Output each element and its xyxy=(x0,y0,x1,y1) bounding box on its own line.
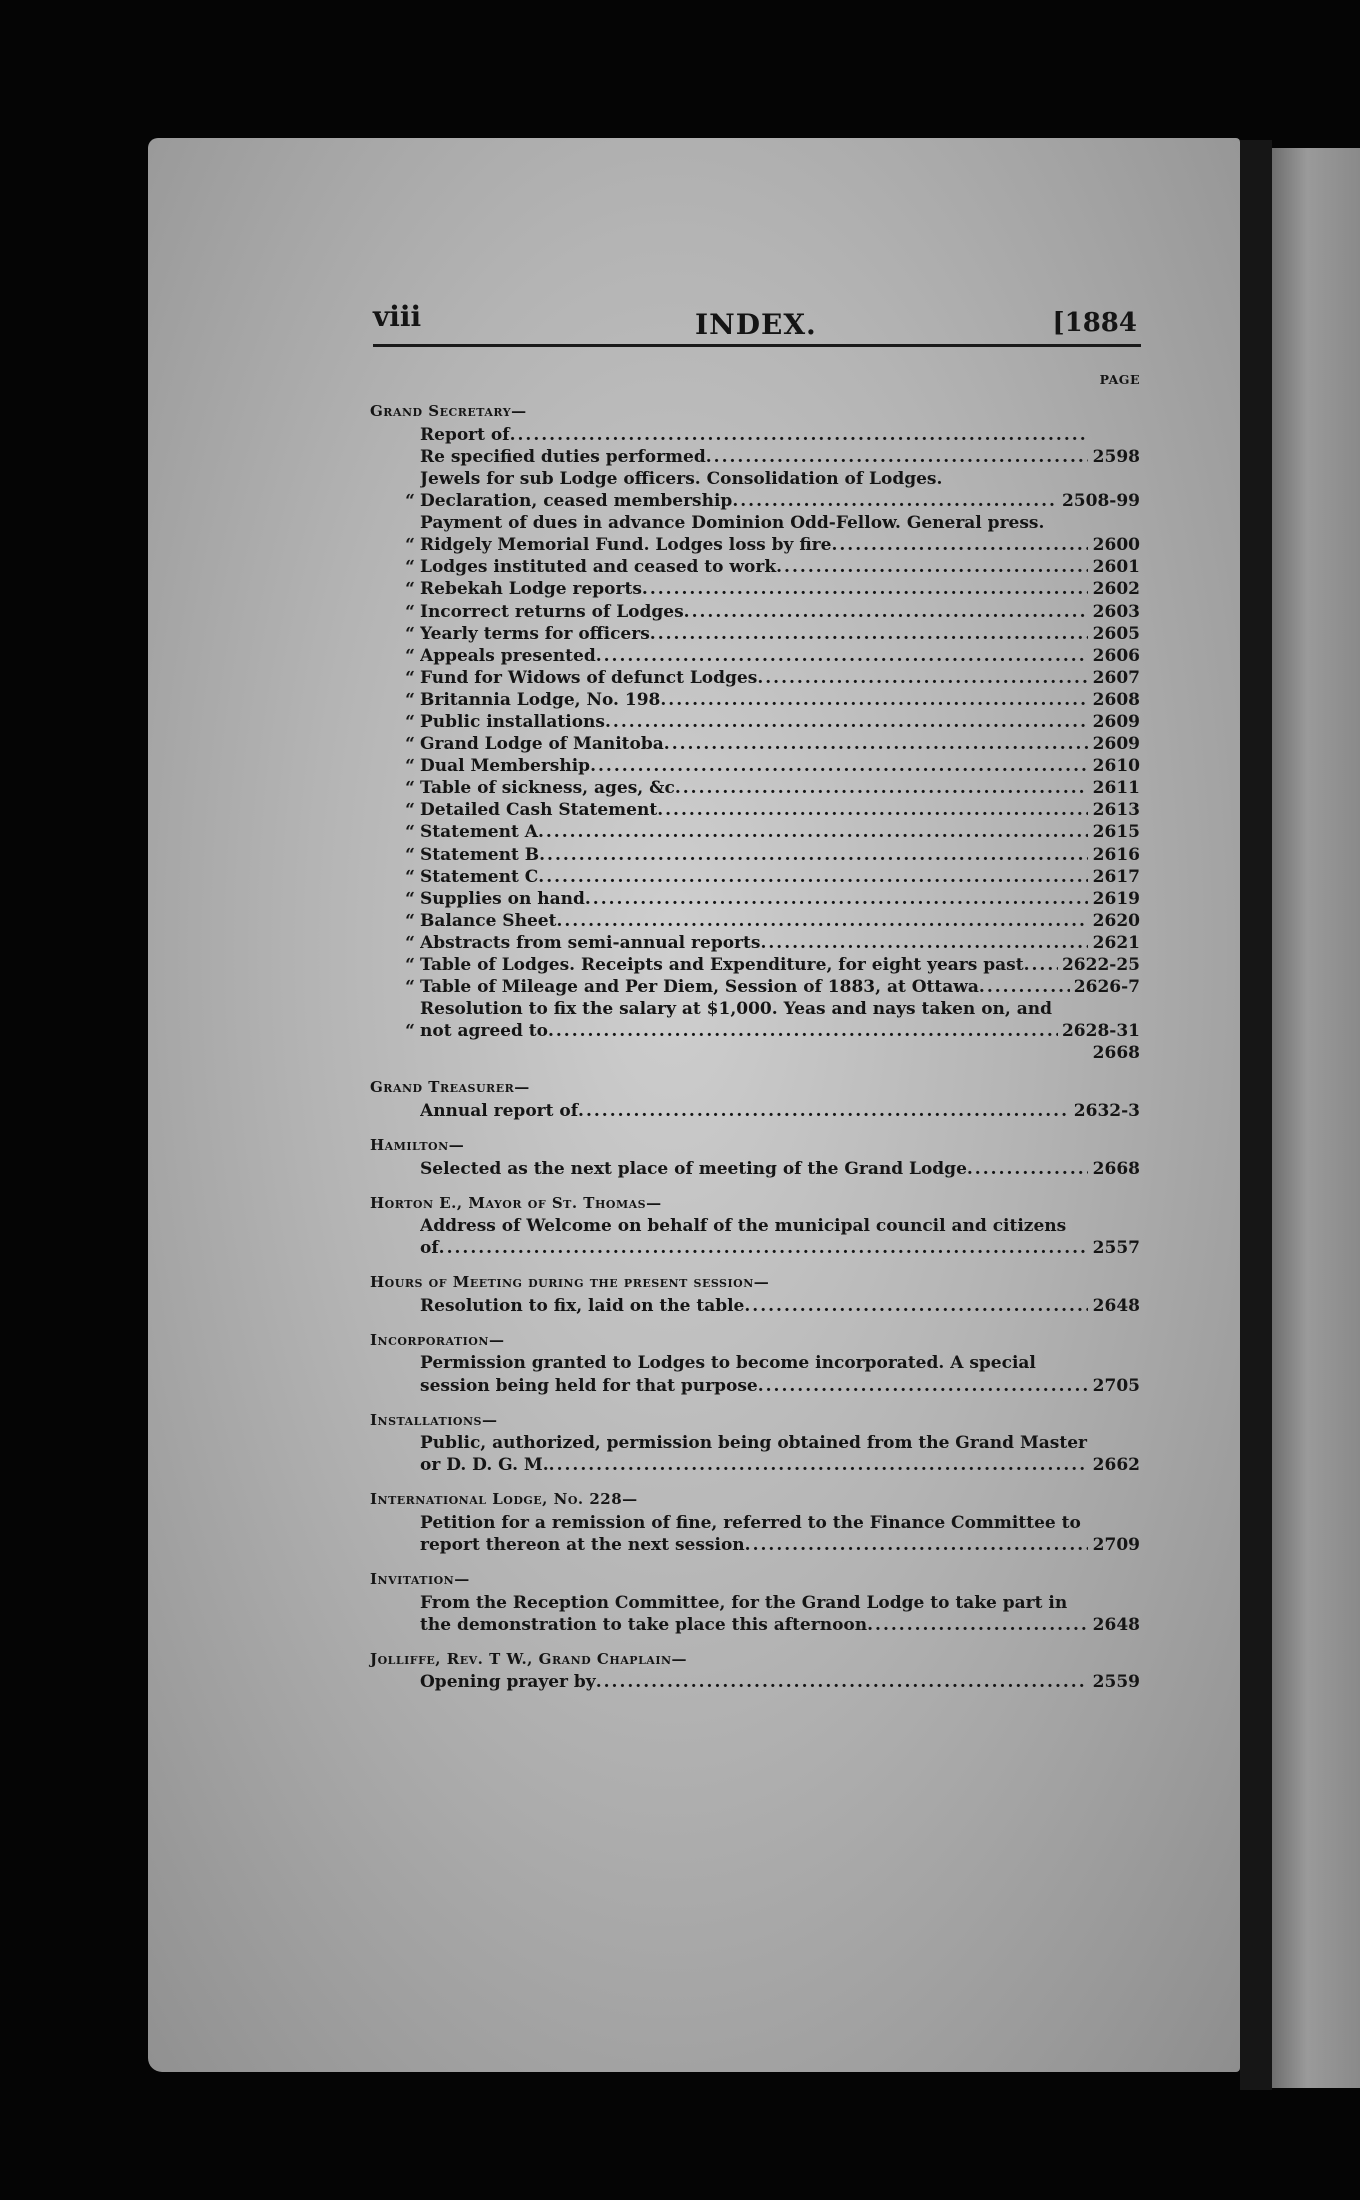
index-entry xyxy=(370,1295,1140,1317)
index-entry xyxy=(370,976,1140,998)
entry-text xyxy=(420,1671,1088,1693)
section-title: Horton E., Mayor of St. Thomas— xyxy=(370,1193,662,1212)
entry-label: Table of Lodges. Receipts and Expenditure, for eight years past xyxy=(420,955,1024,975)
entry-label: Selected as the next place of meeting of the Grand Lodge xyxy=(420,1158,967,1179)
section-title: Grand Treasurer— xyxy=(370,1078,530,1097)
entry-text xyxy=(420,1295,1088,1317)
index-entry xyxy=(370,998,1140,1042)
section-title: International Lodge, No. 228— xyxy=(370,1490,638,1509)
index-entry xyxy=(370,799,1140,821)
ditto-mark: “ xyxy=(405,888,415,909)
index-entry xyxy=(370,1352,1140,1396)
page-content xyxy=(205,300,1140,1693)
entry-page-number: 2610 xyxy=(1092,756,1140,777)
section-title: Hours of Meeting during the present session— xyxy=(370,1273,770,1292)
entry-label: Statement A xyxy=(420,822,538,843)
index-entry xyxy=(370,1592,1140,1636)
ditto-mark: “ xyxy=(405,689,415,710)
index-entry xyxy=(370,932,1140,954)
entry-label: Opening prayer by xyxy=(420,1672,596,1693)
entry-label: Statement B xyxy=(420,844,540,865)
entry-text xyxy=(420,1158,1088,1180)
index-entry xyxy=(370,1215,1140,1259)
ditto-mark: “ xyxy=(405,977,415,998)
index-entry xyxy=(370,667,1140,689)
entry-text xyxy=(420,954,1058,976)
index-entry xyxy=(370,755,1140,777)
entry-page-number: 2668 xyxy=(1092,1158,1140,1179)
index-entry xyxy=(370,733,1140,755)
index-entry xyxy=(370,1512,1140,1556)
entry-label: Resolution to fix, laid on the table xyxy=(420,1295,745,1316)
entry-text xyxy=(420,866,1088,888)
entry-label: Re specified duties performed xyxy=(420,446,706,467)
index-entry xyxy=(370,910,1140,932)
entry-label: Yearly terms for officers xyxy=(420,623,650,644)
index-entry xyxy=(370,578,1140,600)
entry-text xyxy=(420,777,1088,799)
entry-page-number: 2616 xyxy=(1092,844,1140,865)
entry-label: Abstracts from semi-annual reports xyxy=(420,932,761,953)
index-entry xyxy=(370,844,1140,866)
index-entry xyxy=(370,821,1140,843)
index-entry xyxy=(370,424,1140,446)
entry-page-number: 2648 xyxy=(1092,1614,1140,1635)
entry-page-number: 2611 xyxy=(1092,778,1140,799)
index-section xyxy=(370,1650,1140,1694)
entry-page-number: 2598 xyxy=(1092,446,1140,467)
entry-text xyxy=(420,998,1058,1042)
entry-text xyxy=(420,424,1088,446)
index-section xyxy=(370,1273,1140,1317)
entry-page-number: 2617 xyxy=(1092,866,1140,887)
section-title: Invitation— xyxy=(370,1570,470,1588)
entry-page-number: 2632-3 xyxy=(1073,1100,1140,1121)
entry-text xyxy=(420,623,1088,645)
adjacent-page-edge xyxy=(1272,148,1360,2088)
entry-text xyxy=(420,468,1058,512)
entry-page-number: 2648 xyxy=(1092,1295,1140,1316)
entry-label: Annual report of xyxy=(420,1100,579,1121)
page-title: INDEX. xyxy=(695,308,817,341)
entry-text xyxy=(420,1432,1088,1476)
index-body xyxy=(370,372,1140,1693)
ditto-mark: “ xyxy=(405,579,415,600)
ditto-mark: “ xyxy=(405,1021,415,1042)
entry-label: Table of Mileage and Per Diem, Session of 1883, at Ottawa xyxy=(420,977,979,998)
entry-text xyxy=(420,446,1088,468)
entry-text xyxy=(420,645,1088,667)
entry-page-number: 2709 xyxy=(1092,1534,1140,1555)
page-header xyxy=(205,300,1137,341)
index-section xyxy=(370,1194,1140,1260)
ditto-mark: “ xyxy=(405,601,415,622)
entry-text xyxy=(420,821,1088,843)
entry-page-number: 2613 xyxy=(1092,800,1140,821)
entry-text xyxy=(420,689,1088,711)
entry-page-number: 2607 xyxy=(1092,667,1140,688)
entry-text xyxy=(420,667,1088,689)
entry-label: Fund for Widows of defunct Lodges xyxy=(420,667,758,688)
ditto-mark: “ xyxy=(405,557,415,578)
ditto-mark: “ xyxy=(405,778,415,799)
ditto-mark: “ xyxy=(405,756,415,777)
entry-page-number: 2609 xyxy=(1092,734,1140,755)
entry-text xyxy=(420,578,1088,600)
entry-label: Appeals presented xyxy=(420,645,596,666)
entry-text xyxy=(420,844,1088,866)
index-section xyxy=(370,1570,1140,1636)
entry-page-number: 2605 xyxy=(1092,623,1140,644)
entry-label: Payment of dues in advance Dominion Odd-Fellow. General press. Ridgely Memorial Fund. Lodges loss by fire xyxy=(420,513,1045,556)
ditto-mark: “ xyxy=(405,491,415,512)
entry-label: Balance Sheet xyxy=(420,910,557,931)
entry-page-number: 2615 xyxy=(1092,822,1140,843)
index-section xyxy=(370,1078,1140,1122)
entry-page-number: 2606 xyxy=(1092,645,1140,666)
index-entry xyxy=(370,689,1140,711)
ditto-mark: “ xyxy=(405,535,415,556)
section-title: Hamilton— xyxy=(370,1136,465,1155)
entry-text xyxy=(420,755,1088,777)
index-section xyxy=(370,1331,1140,1397)
entry-page-number: 2508-99 xyxy=(1061,491,1140,512)
entry-text xyxy=(420,1100,1070,1122)
ditto-mark: “ xyxy=(405,711,415,732)
entry-page-number: 2619 xyxy=(1092,888,1140,909)
entry-label: Lodges instituted and ceased to work xyxy=(420,557,777,578)
page-year: [1884 xyxy=(1052,308,1137,338)
book-gutter xyxy=(1240,140,1272,2090)
entry-text xyxy=(420,910,1088,932)
entry-label: Address of Welcome on behalf of the municipal council and citizens of xyxy=(420,1216,1067,1259)
entry-page-number: 2662 xyxy=(1092,1455,1140,1476)
entry-page-number: 2609 xyxy=(1092,711,1140,732)
ditto-mark: “ xyxy=(405,910,415,931)
ditto-mark: “ xyxy=(405,932,415,953)
entry-page-number: 2602 xyxy=(1092,579,1140,600)
ditto-mark: “ xyxy=(405,866,415,887)
index-entry xyxy=(370,711,1140,733)
entry-label: Petition for a remission of fine, referred to the Finance Committee to report thereon at the next session xyxy=(420,1512,1081,1555)
entry-label: Report of xyxy=(420,424,510,445)
entry-text xyxy=(420,888,1088,910)
section-title: Jolliffe, Rev. T W., Grand Chaplain— xyxy=(370,1649,688,1668)
entry-label: Britannia Lodge, No. 198 xyxy=(420,689,661,710)
index-entry xyxy=(370,1671,1140,1693)
index-entry xyxy=(370,1158,1140,1180)
entry-text xyxy=(420,601,1088,623)
entry-page-number: 2628-31 xyxy=(1061,1021,1140,1042)
entry-text xyxy=(420,799,1088,821)
entry-page-number: 2621 xyxy=(1092,932,1140,953)
ditto-mark: “ xyxy=(405,955,415,975)
entry-text xyxy=(420,711,1088,733)
section-title: Incorporation— xyxy=(370,1330,505,1349)
entry-page-number: 2601 xyxy=(1092,557,1140,578)
entry-page-number: 2603 xyxy=(1092,601,1140,622)
ditto-mark: “ xyxy=(405,667,415,688)
index-entry xyxy=(370,1100,1140,1122)
index-entry xyxy=(370,645,1140,667)
index-entry xyxy=(370,777,1140,799)
entry-page-number: 2608 xyxy=(1092,689,1140,710)
entry-label: Public, authorized, permission being obtained from the Grand Master or D. D. G. M. xyxy=(420,1433,1087,1476)
ditto-mark: “ xyxy=(405,734,415,755)
index-section xyxy=(370,1136,1140,1180)
ditto-mark: “ xyxy=(405,645,415,666)
index-entry xyxy=(370,468,1140,512)
entry-label: Permission granted to Lodges to become incorporated. A special session being held for that purpose xyxy=(420,1353,1036,1396)
index-section xyxy=(370,1490,1140,1556)
entry-text xyxy=(420,1215,1088,1259)
index-entry xyxy=(370,623,1140,645)
section-title: Installations— xyxy=(370,1410,498,1429)
entry-label: Resolution to fix the salary at $1,000. Yeas and nays taken on, and not agreed to xyxy=(420,999,1053,1042)
section-title: Grand Secretary— xyxy=(370,402,527,421)
entry-page-number: 2705 xyxy=(1092,1375,1140,1396)
index-entry xyxy=(370,1042,1140,1064)
entry-label: Incorrect returns of Lodges xyxy=(420,601,684,622)
entry-text xyxy=(420,1512,1088,1556)
entry-page-number: 2557 xyxy=(1092,1238,1140,1259)
entry-text xyxy=(420,1352,1088,1396)
ditto-mark: “ xyxy=(405,623,415,644)
entry-page-number: 2559 xyxy=(1092,1672,1140,1693)
page-column-label: PAGE xyxy=(1099,372,1140,387)
entry-label: Grand Lodge of Manitoba xyxy=(420,734,664,755)
entry-page-number: 2626-7 xyxy=(1073,977,1140,998)
ditto-mark: “ xyxy=(405,822,415,843)
entry-text xyxy=(420,733,1088,755)
ditto-mark: “ xyxy=(405,800,415,821)
index-entry xyxy=(370,1432,1140,1476)
index-section xyxy=(370,1411,1140,1477)
entry-label: Public installations xyxy=(420,711,605,732)
index-entry xyxy=(370,866,1140,888)
entry-text xyxy=(420,556,1088,578)
entry-page-number: 2620 xyxy=(1092,910,1140,931)
entry-label: Table of sickness, ages, &c xyxy=(420,778,675,799)
entry-text xyxy=(420,976,1070,998)
index-entry xyxy=(370,954,1140,976)
header-rule xyxy=(373,344,1141,347)
index-entry xyxy=(370,512,1140,556)
entry-label: Rebekah Lodge reports xyxy=(420,579,642,600)
entry-label: Supplies on hand xyxy=(420,888,585,909)
index-entry xyxy=(370,446,1140,468)
entry-page-number: 2622-25 xyxy=(1061,955,1140,975)
ditto-mark: “ xyxy=(405,844,415,865)
index-entry xyxy=(370,556,1140,578)
entry-label: Detailed Cash Statement xyxy=(420,800,658,821)
index-entry xyxy=(370,601,1140,623)
entry-label: Statement C xyxy=(420,866,539,887)
entry-text xyxy=(420,932,1088,954)
entry-label: Jewels for sub Lodge officers. Consolidation of Lodges. Declaration, ceased membership xyxy=(420,468,943,512)
column-header xyxy=(370,372,1140,388)
page-numeral: viii xyxy=(373,300,422,333)
index-section xyxy=(370,402,1140,1064)
entry-page-number: 2668 xyxy=(1092,1043,1140,1064)
entry-page-number: 2600 xyxy=(1092,535,1140,556)
entry-text xyxy=(420,1592,1088,1636)
index-entry xyxy=(370,888,1140,910)
entry-text xyxy=(420,512,1088,556)
entry-label: Dual Membership xyxy=(420,756,591,777)
entry-label: From the Reception Committee, for the Grand Lodge to take part in the demonstration to take place this afternoon xyxy=(420,1592,1068,1635)
